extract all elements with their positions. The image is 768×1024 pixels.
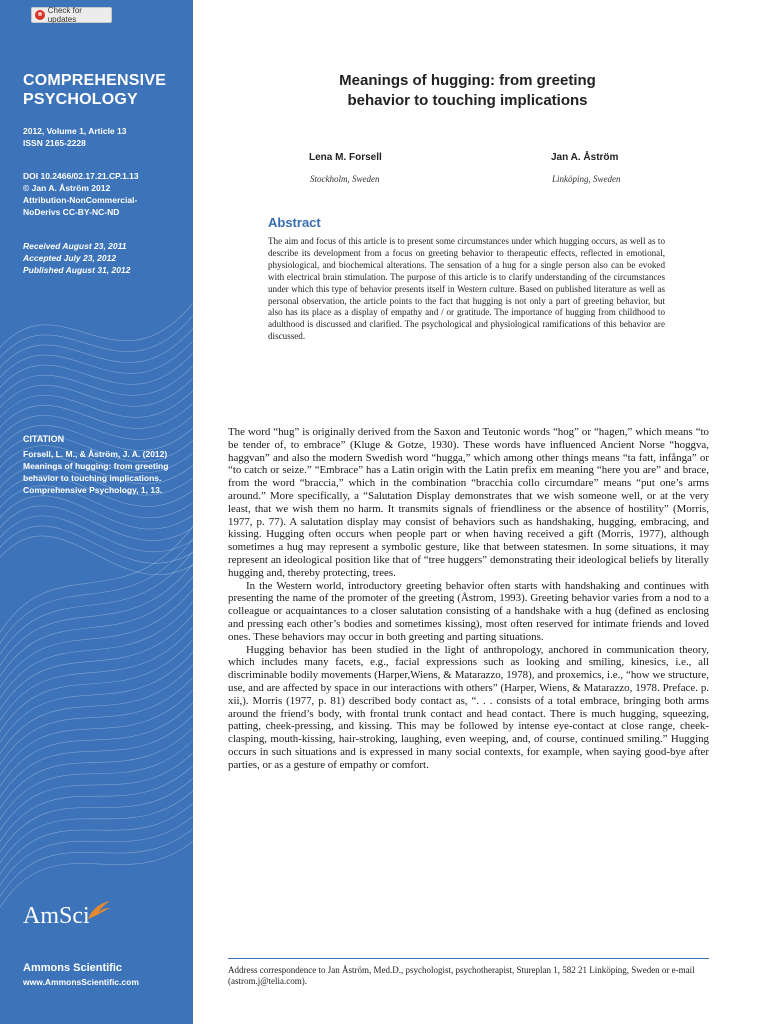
published-date: Published August 31, 2012 — [23, 265, 131, 275]
citation-label: CITATION — [23, 434, 65, 444]
license-line1: Attribution-NonCommercial- — [23, 195, 138, 205]
journal-sidebar — [0, 0, 193, 1024]
title-line2: behavior to touching implications — [347, 92, 588, 109]
doi-link[interactable]: DOI 10.2466/02.17.21.CP.1.13 — [23, 171, 139, 181]
abstract-text: The aim and focus of this article is to present some circumstances under which hugging occurs, as well as to describe its development from a focus on greeting behavior to therapeutic effects, reflected in emotional, physiological, and biochemical alterations. The sensation of a hug for a single person also can be evoked with electrical brain stimulation. The purpose of this article is to clarify understanding of the circumstances under which this type of behavior presents itself in Western culture. Based on published literature as well as personal observation, the article points to the fact that hugging is not only a part of greeting behavior, but also has its place as a display of empathy and / or gratitude. The importance of hugging from childhood to adulthood is discussed and clarified. The psychological and physiological ramifications of this behavior are discussed. — [268, 236, 665, 342]
body-paragraph-2: In the Western world, introductory greeting behavior often starts with handshaking and continues with presenting the name of the promoter of the greeting (Åstrom, 1993). Greeting behavior varies from a nod to a colleague or acquaintances to a closer salutation consisting of a handshake with a hug (defined as enclosing and pressing each other’s bodies and sometimes kissing), most often reserved for intimate friends and loved ones. These behaviors may occur in both greeting and parting situations. — [228, 579, 709, 643]
license-line2: NoDerivs CC-BY-NC-ND — [23, 207, 120, 217]
check-for-updates-button[interactable] — [31, 7, 112, 23]
decorative-wave-lines — [0, 0, 193, 1024]
received-date: Received August 23, 2011 — [23, 241, 127, 251]
footnote-divider — [228, 958, 709, 959]
article-body — [228, 426, 709, 772]
abstract-heading: Abstract — [268, 215, 321, 230]
journal-name-line1: COMPREHENSIVE — [23, 72, 167, 89]
copyright: © Jan A. Åström 2012 — [23, 183, 111, 193]
journal-name-line2: PSYCHOLOGY — [23, 91, 138, 108]
publisher-name: Ammons Scientific — [23, 962, 123, 974]
author-2: Jan A. Åström — [551, 152, 619, 163]
body-paragraph-1: The word “hug” is originally derived from the Saxon and Teutonic words “hog” or “hagen,” which means “to be tender of, to embrace” (Kluge & Gotze, 1930). These words have influenced Ancient Norse “hoggva, haggvan” and also the modern Swedish word “hugga,” which among other things means “ta fatt, infånga” or “to catch or seize.” “Embrace” has a Latin origin with the Latin prefix em meaning “here you are” and brace, from the word “braccia,” which in the combination “bracchia collo circumdare” means “put one’s arms around.” More specifically, a “Salutation Display demonstrates that we wish someone well, or at the very least, that we wish them no harm. It transmits signals of friendliness or the absence of hostility” (Morris, 1977, p. 77). A salutation display may consist of behaviors such as handshaking, hugging, embracing, and kissing. Hugging often occurs when people part or when having received a gift (Morris, 1977), although sometimes a hug may represent a symbolic gesture, like that between statesmen. In some situations, it may represent an ideological position like that of “tree huggers” demonstrating their ideological beliefs by literally hugging and, thereby protecting, trees. — [228, 426, 709, 579]
author-2-affiliation: Linköping, Sweden — [552, 174, 621, 184]
check-for-updates-label: Check for updates — [47, 6, 82, 24]
wing-logo-icon — [86, 899, 112, 921]
correspondence-footnote: Address correspondence to Jan Åström, Med.D., psychologist, psychotherapist, Stureplan 1, 582 21 Linköping, Sweden or e-mail (astrom.j@telia.com). — [228, 965, 695, 986]
publisher-website-link[interactable]: www.AmmonsScientific.com — [23, 977, 139, 987]
title-line1: Meanings of hugging: from greeting — [339, 72, 596, 89]
volume-info: 2012, Volume 1, Article 13 — [23, 126, 127, 136]
author-1-affiliation: Stockholm, Sweden — [310, 174, 380, 184]
article-title — [290, 71, 645, 111]
citation-text: Forsell, L. M., & Åström, J. A. (2012) Meanings of hugging: from greeting behavior to touching implications. Comprehensive Psychology, 1, 13. — [23, 449, 169, 495]
amsci-logo: AmSci — [23, 903, 90, 929]
accepted-date: Accepted July 23, 2012 — [23, 253, 117, 263]
journal-name — [23, 71, 166, 109]
crossmark-icon — [35, 10, 45, 20]
issn: ISSN 2165-2228 — [23, 138, 86, 148]
author-1: Lena M. Forsell — [309, 152, 382, 163]
body-paragraph-3: Hugging behavior has been studied in the light of anthropology, anchored in communication theory, which includes many facets, e.g., facial expressions such as looking and smiling, kinesics, i.e., all discriminable bodily movements (Harper,Wiens, & Matarazzo, 1978), and proxemics, i.e., “how we structure, use, and are affected by space in our interactions with others” (Harper, Wiens, & Matarazzo, 1978. Preface. p. xii,). Morris (1977, p. 81) described body contact as, “. . . consists of a total embrace, bringing both arms around the friend’s body, with frontal trunk contact and head contact. There is much hugging, squeezing, patting, cheek-pressing, and kissing. This may be followed by intense eye-contact at close range, cheek-clasping, mouth-kissing, hair-stroking, laughing, even weeping, and, of course, continued smiling.” Hugging occurs in such situations and is expressed in many social contexts, for example, when saying good-bye after parties, or as a gesture of empathy or comfort. — [228, 643, 709, 771]
